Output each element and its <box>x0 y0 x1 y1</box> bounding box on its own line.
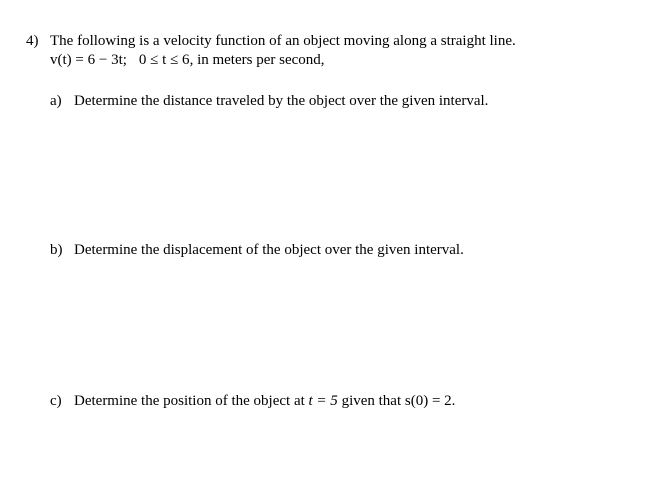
part-a-label: a) <box>50 93 62 109</box>
part-c-initial-condition: s(0) = 2. <box>404 393 456 409</box>
velocity-function: v(t) = 6 − 3t; <box>50 52 127 68</box>
part-a <box>50 92 488 110</box>
part-c-label: c) <box>50 393 62 409</box>
part-c <box>50 392 455 410</box>
part-b-label: b) <box>50 242 63 258</box>
problem-stem: The following is a velocity function of an object moving along a straight line. <box>50 33 516 49</box>
problem-number: 4) <box>26 33 39 49</box>
time-interval: 0 ≤ t ≤ 6 <box>138 52 190 68</box>
velocity-function-line <box>50 51 325 69</box>
velocity-units: , in meters per second, <box>189 52 325 68</box>
part-b-text: Determine the displacement of the object over the given interval. <box>74 242 464 258</box>
part-a-text: Determine the distance traveled by the object over the given interval. <box>74 93 489 109</box>
part-c-time-value: t = 5 <box>308 393 338 409</box>
part-b <box>50 241 464 259</box>
part-c-text-before: Determine the position of the object at <box>74 393 305 409</box>
part-c-text-middle: given that <box>341 393 402 409</box>
